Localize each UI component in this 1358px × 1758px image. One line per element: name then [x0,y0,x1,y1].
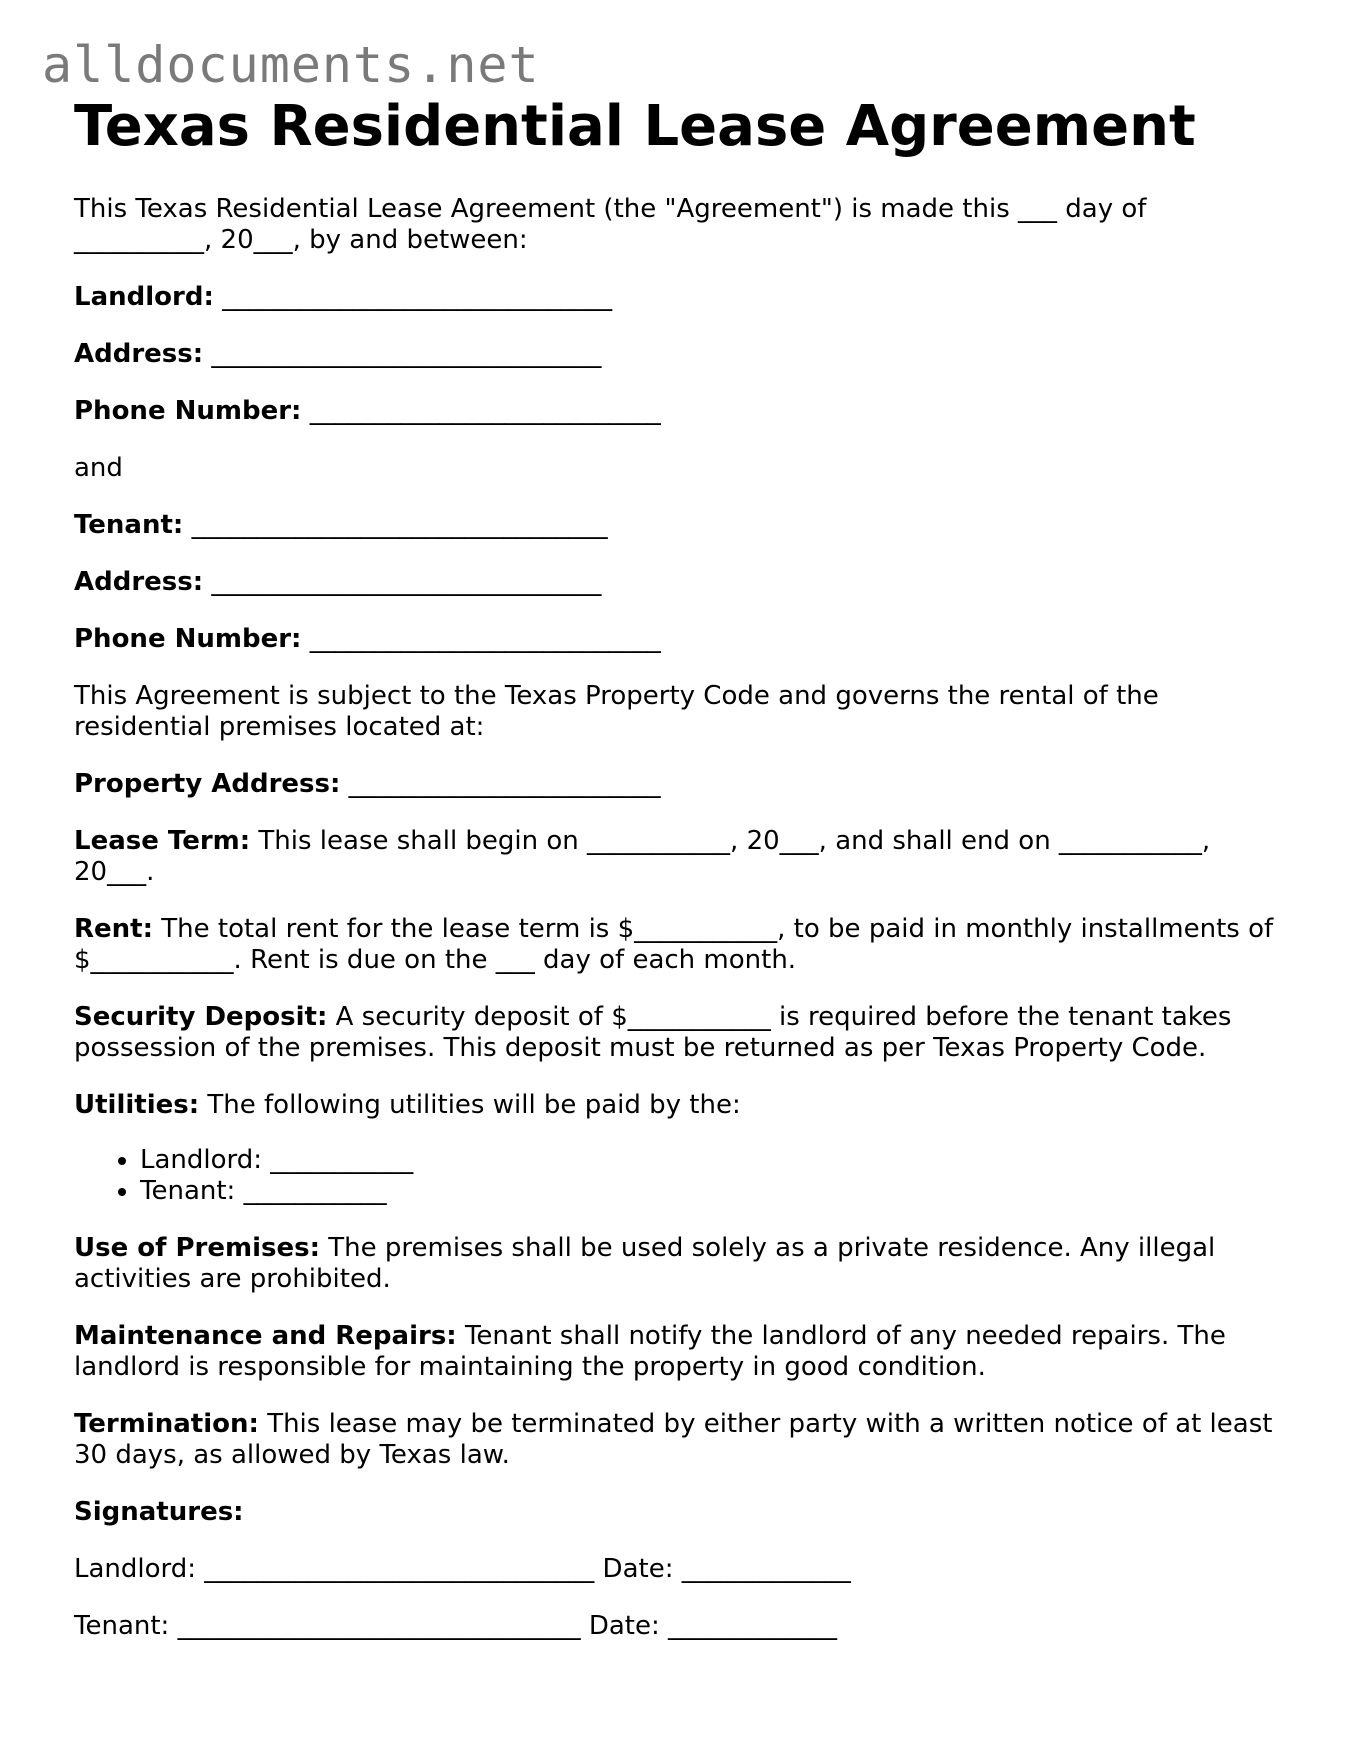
lease-term-label: Lease Term: [74,825,251,856]
landlord-name-field [74,282,1274,313]
security-deposit-text: A security deposit of $___________ is required before the tenant takes possession of the premises. This deposit must be returned as per Texas Property Code. [74,1001,1232,1063]
termination-clause [74,1409,1274,1471]
subject-paragraph: This Agreement is subject to the Texas Property Code and governs the rental of the residential premises located at: [74,680,1159,742]
security-deposit-clause [74,1002,1274,1064]
tenant-signature-line: Tenant: _______________________________ Date: _____________ [74,1610,838,1641]
lease-term-clause [74,826,1274,888]
tenant-phone-label: Phone Number: [74,623,302,654]
tenant-address-field [74,567,1274,598]
termination-text: This lease may be terminated by either party with a written notice of at least 30 days, as allowed by Texas law. [74,1408,1273,1470]
rent-clause [74,914,1274,976]
utilities-text: The following utilities will be paid by the: [207,1089,741,1120]
utilities-clause [74,1090,1274,1121]
tenant-name-label: Tenant: [74,509,184,540]
signatures-heading [74,1497,1274,1528]
tenant-phone-blank: ___________________________ [309,623,661,654]
termination-label: Termination: [74,1408,259,1439]
property-address-field [74,769,1274,800]
utilities-item-tenant: • Tenant: ___________ [140,1176,1274,1207]
landlord-name-blank: ______________________________ [222,281,613,312]
document-title: Texas Residential Lease Agreement [74,94,1196,159]
maintenance-text: Tenant shall notify the landlord of any needed repairs. The landlord is responsible for maintaining the property in good condition. [74,1320,1226,1382]
use-of-premises-clause [74,1233,1274,1295]
landlord-address-field [74,339,1274,370]
use-of-premises-text: The premises shall be used solely as a private residence. Any illegal activities are prohibited. [74,1232,1216,1294]
utilities-list [74,1145,1274,1207]
tenant-phone-field [74,624,1274,655]
utilities-label: Utilities: [74,1089,200,1120]
maintenance-label: Maintenance and Repairs: [74,1320,457,1351]
landlord-address-blank: ______________________________ [211,338,602,369]
watermark: alldocuments.net [42,36,540,94]
use-of-premises-label: Use of Premises: [74,1232,320,1263]
property-address-label: Property Address: [74,768,341,799]
tenant-name-field [74,510,1274,541]
signatures-label: Signatures: [74,1496,244,1527]
rent-label: Rent: [74,913,153,944]
rent-text: The total rent for the lease term is $___________, to be paid in monthly installments of $___________. Rent is due on the ___ day of each month. [74,913,1274,975]
landlord-signature-line: Landlord: ______________________________ Date: _____________ [74,1553,851,1584]
maintenance-clause [74,1321,1274,1383]
landlord-phone-label: Phone Number: [74,395,302,426]
intro-paragraph: This Texas Residential Lease Agreement (the "Agreement") is made this ___ day of __________, 20___, by and between: [74,193,1147,255]
security-deposit-label: Security Deposit: [74,1001,328,1032]
landlord-phone-field [74,396,1274,427]
tenant-name-blank: ________________________________ [191,509,608,540]
utilities-item-landlord: • Landlord: ___________ [140,1145,1274,1176]
landlord-name-label: Landlord: [74,281,214,312]
tenant-address-blank: ______________________________ [211,566,602,597]
property-address-blank: ________________________ [348,768,661,799]
lease-term-text: This lease shall begin on ___________, 20___, and shall end on ___________, 20___. [74,825,1211,887]
landlord-address-label: Address: [74,338,204,369]
document-body [74,96,1274,1668]
landlord-phone-blank: ___________________________ [309,395,661,426]
and-text: and [74,452,123,483]
tenant-address-label: Address: [74,566,204,597]
